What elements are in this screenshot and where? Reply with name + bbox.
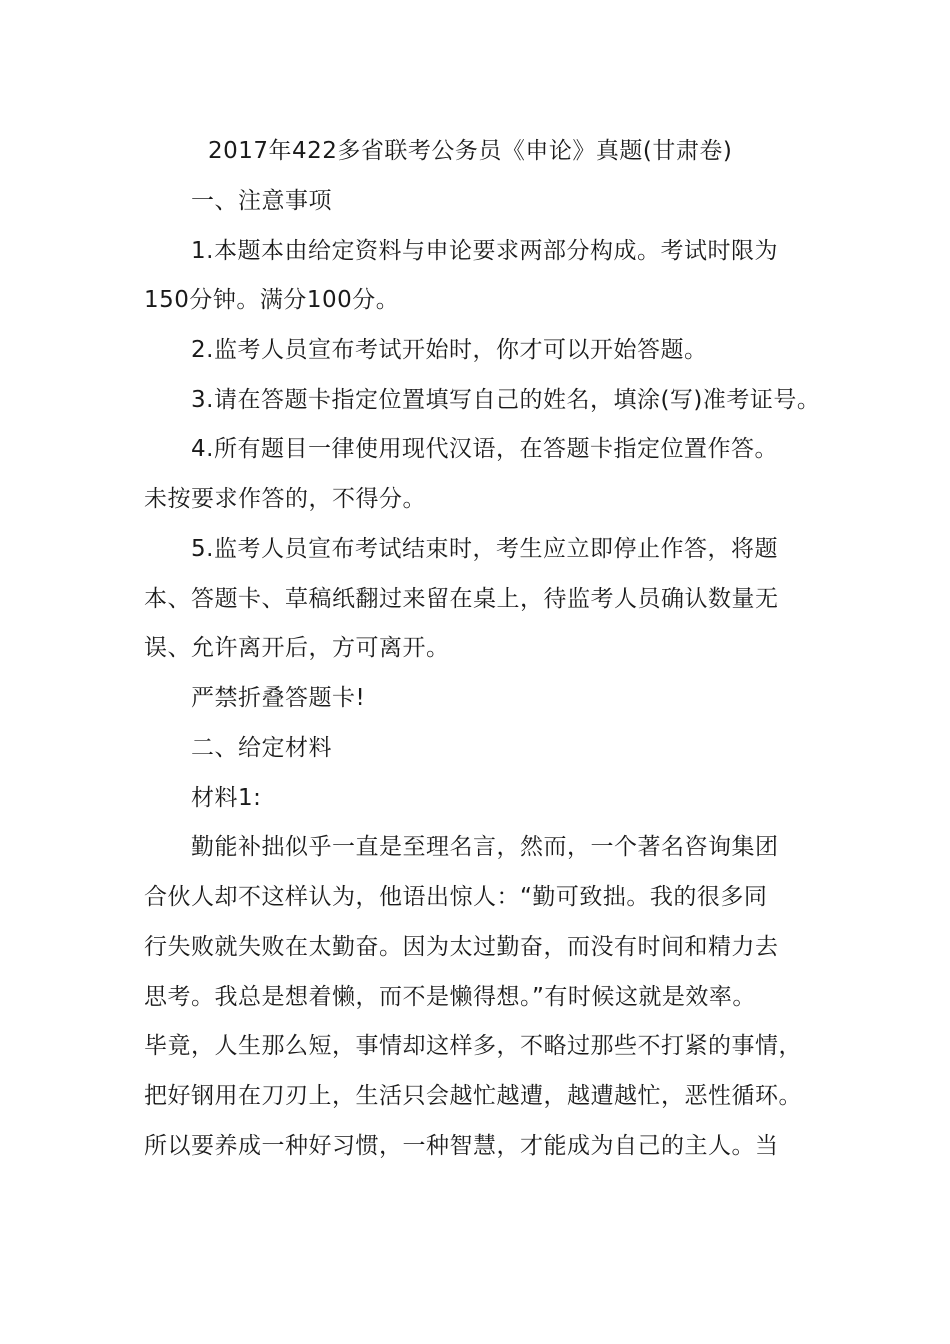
document-title: 2017年422多省联考公务员《申论》真题(甘肃卷) [208,138,733,164]
text-line: 2.监考人员宣布考试开始时，你才可以开始答题。 [191,337,708,363]
text-line: 1.本题本由给定资料与申论要求两部分构成。考试时限为 [191,238,778,264]
section-heading-materials: 二、给定材料 [191,735,332,761]
text-line: 4.所有题目一律使用现代汉语，在答题卡指定位置作答。 [191,436,778,462]
text-line: 所以要养成一种好习惯，一种智慧，才能成为自己的主人。当 [144,1133,779,1159]
text-line: 3.请在答题卡指定位置填写自己的姓名，填涂(写)准考证号。 [191,387,821,413]
text-line: 150分钟。满分100分。 [144,287,400,313]
text-line: 严禁折叠答题卡! [191,685,366,711]
text-line: 勤能补拙似乎一直是至理名言，然而，一个著名咨询集团 [191,834,779,860]
section-heading-notes: 一、注意事项 [191,188,332,214]
text-line: 毕竟，人生那么短，事情却这样多，不略过那些不打紧的事情， [144,1033,802,1059]
text-line: 本、答题卡、草稿纸翻过来留在桌上，待监考人员确认数量无 [144,586,779,612]
text-line: 5.监考人员宣布考试结束时，考生应立即停止作答，将题 [191,536,778,562]
text-line: 合伙人却不这样认为，他语出惊人：“勤可致拙。我的很多同 [144,884,768,910]
material-label: 材料1: [191,785,262,811]
text-line: 未按要求作答的，不得分。 [144,486,426,512]
text-line: 思考。我总是想着懒，而不是懒得想。”有时候这就是效率。 [144,984,756,1010]
text-line: 行失败就失败在太勤奋。因为太过勤奋，而没有时间和精力去 [144,934,779,960]
text-line: 误、允许离开后，方可离开。 [144,635,450,661]
text-line: 把好钢用在刀刃上，生活只会越忙越遭，越遭越忙，恶性循环。 [144,1083,802,1109]
